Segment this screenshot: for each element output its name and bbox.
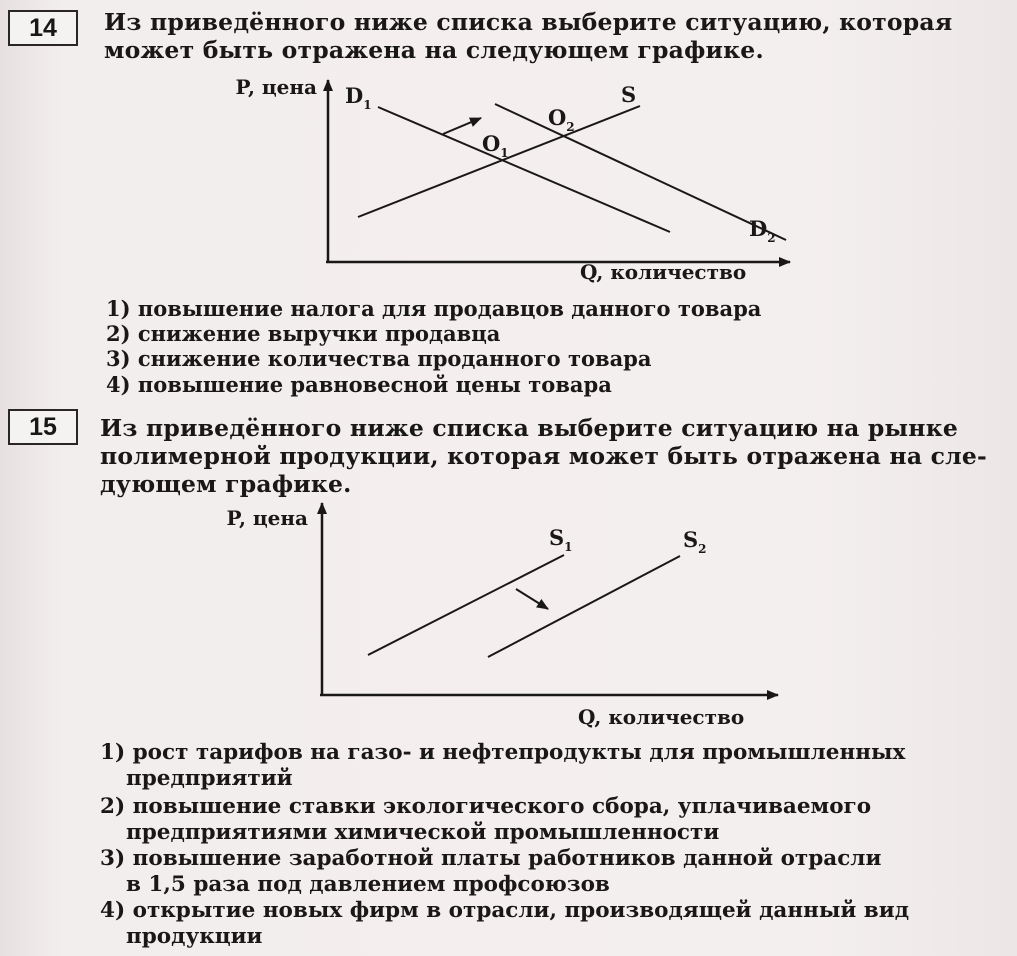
option-line: в 1,5 раза под давлением профсоюзов xyxy=(126,872,610,897)
curve-label-s xyxy=(621,82,636,107)
q15-option-4[interactable] xyxy=(100,898,909,950)
option-line: предприятиями химической промышленности xyxy=(126,820,720,845)
point-label-name: O xyxy=(548,105,567,130)
demand-curve-d1 xyxy=(378,107,670,232)
option-line: предприятий xyxy=(126,766,293,791)
option-line: 3) повышение заработной платы работников данной отрасли xyxy=(100,846,882,871)
curve-label-name: S xyxy=(621,82,637,107)
q15-option-3[interactable] xyxy=(100,846,881,898)
curve-label-d2 xyxy=(749,216,776,245)
q15-option-2[interactable] xyxy=(100,794,871,846)
curve-label-sub: 1 xyxy=(564,540,573,554)
curve-label-s2 xyxy=(683,527,707,556)
curve-label-name: D xyxy=(345,83,364,108)
question-15-number: 15 xyxy=(8,409,78,445)
curve-label-sub: 1 xyxy=(363,98,372,112)
point-label-o1 xyxy=(482,131,509,160)
y-axis-label: P, цена xyxy=(226,506,308,530)
curve-label-name: S xyxy=(549,525,565,550)
q14-option-4[interactable]: 4) повышение равновесной цены товара xyxy=(106,372,612,397)
curve-label-d1 xyxy=(345,83,372,112)
supply-curve-s1 xyxy=(368,555,564,655)
q15-option-1[interactable] xyxy=(100,740,905,792)
point-label-sub: 1 xyxy=(500,146,509,160)
question-14-number: 14 xyxy=(8,10,78,46)
option-line: 1) рост тарифов на газо- и нефтепродукты для промышленных xyxy=(100,740,906,765)
supply-curve-s2 xyxy=(488,556,680,657)
graph-q15 xyxy=(200,495,820,730)
question-15-text-line: полимерной продукции, которая может быть отражена на сле- xyxy=(100,442,988,470)
curve-label-sub: 2 xyxy=(698,542,707,556)
option-line: 4) открытие новых фирм в отрасли, производящей данный вид xyxy=(100,898,910,923)
x-axis-label: Q, количество xyxy=(578,705,745,729)
question-14-text xyxy=(104,8,952,64)
curve-label-sub: 2 xyxy=(767,231,776,245)
option-line: 2) повышение ставки экологического сбора, уплачиваемого xyxy=(100,794,872,819)
shift-arrow xyxy=(516,589,548,609)
question-15-text xyxy=(100,414,987,498)
curve-label-s1 xyxy=(549,525,573,554)
graph-q14 xyxy=(200,70,820,285)
q14-option-3[interactable]: 3) снижение количества проданного товара xyxy=(106,346,652,371)
point-label-sub: 2 xyxy=(566,120,575,134)
x-axis-label: Q, количество xyxy=(580,260,747,284)
q14-option-1[interactable]: 1) повышение налога для продавцов данного товара xyxy=(106,296,762,321)
y-axis-label: P, цена xyxy=(235,75,317,99)
question-14-text-line: может быть отражена на следующем графике. xyxy=(104,36,764,64)
question-15-text-line: Из приведённого ниже списка выберите ситуацию на рынке xyxy=(100,414,959,442)
option-line: продукции xyxy=(126,924,263,949)
point-label-o2 xyxy=(548,105,575,134)
curve-label-name: S xyxy=(683,527,699,552)
question-14-text-line: Из приведённого ниже списка выберите ситуацию, которая xyxy=(104,8,953,36)
question-15-text-line: дующем графике. xyxy=(100,470,352,498)
shift-arrow xyxy=(443,118,481,134)
curve-label-name: D xyxy=(749,216,768,241)
point-label-name: O xyxy=(482,131,501,156)
q14-option-2[interactable]: 2) снижение выручки продавца xyxy=(106,321,501,346)
